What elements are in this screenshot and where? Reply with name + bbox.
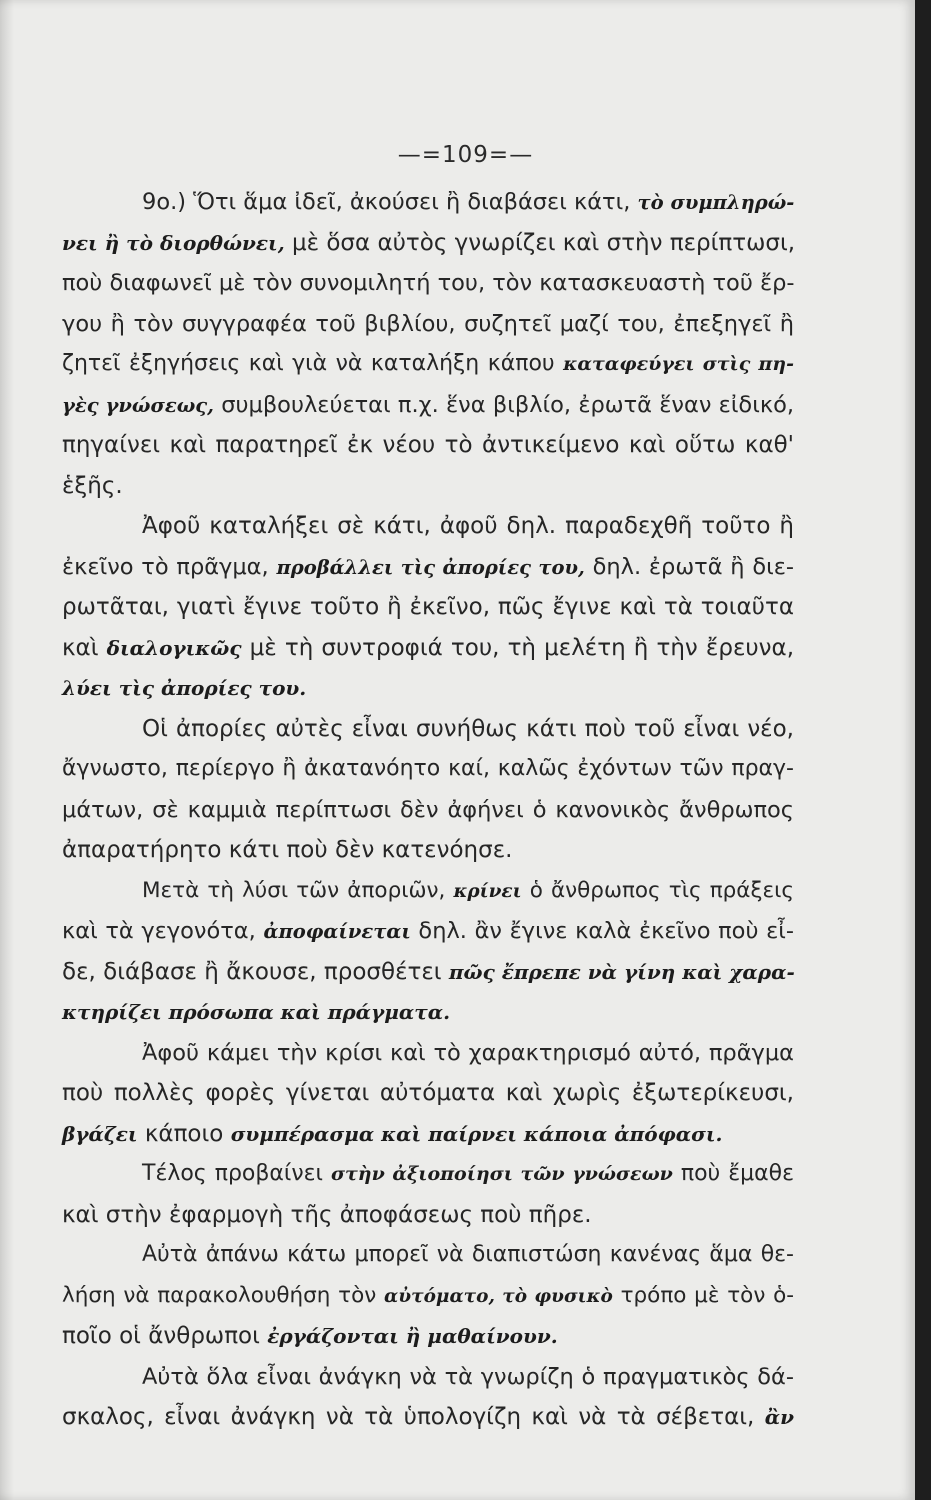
text-line xyxy=(62,911,794,952)
text-segment: ποὺ πολλὲς φορὲς γίνεται αὐτόματα καὶ χωρὶς ἐξωτερίκευσι, xyxy=(62,1080,794,1106)
text-line xyxy=(62,871,794,912)
text-segment: Ἀφοῦ καταλήξει σὲ κάτι, ἀφοῦ δηλ. παραδεχθῆ τοῦτο ἢ xyxy=(142,513,794,539)
text-line xyxy=(62,1033,794,1074)
text-segment: καὶ τὰ γεγονότα, xyxy=(62,918,264,944)
text-segment: ποὺ διαφωνεῖ μὲ τὸν συνομιλητή του, τὸν κατασκευαστὴ τοῦ ἔρ- xyxy=(62,270,795,296)
text-line xyxy=(62,830,794,871)
text-segment: Τέλος προβαίνει xyxy=(142,1161,331,1186)
text-segment: σκαλος, εἶναι ἀνάγκη νὰ τὰ ὑπολογίζη καὶ νὰ τὰ σέβεται, xyxy=(62,1404,765,1430)
text-segment: ζητεῖ ἐξηγήσεις καὶ γιὰ νὰ καταλήξη κάπου xyxy=(62,351,564,376)
emphasized-text: κρίνει xyxy=(453,880,522,902)
text-line xyxy=(62,1276,794,1317)
text-line xyxy=(62,668,794,709)
text-line xyxy=(62,506,794,547)
text-line xyxy=(62,1397,794,1438)
emphasized-text: λύει τὶς ἀπορίες του. xyxy=(62,676,307,700)
text-line xyxy=(62,587,794,628)
text-segment: Μετὰ τὴ λύσι τῶν ἀποριῶν, xyxy=(142,877,454,903)
text-segment: δε, διάβασε ἢ ἄκουσε, προσθέτει xyxy=(62,958,449,985)
text-segment: ἑξῆς. xyxy=(62,472,123,499)
text-line xyxy=(62,385,794,426)
emphasized-text: στὴν ἀξιοποίησι τῶν γνώσεων xyxy=(330,1163,673,1185)
text-line xyxy=(62,1154,794,1195)
text-line xyxy=(62,1357,794,1398)
emphasized-text: ἐργάζονται ἢ μαθαίνουν. xyxy=(267,1324,558,1348)
text-line xyxy=(62,223,794,264)
text-segment: ἐκεῖνο τὸ πρᾶγμα, xyxy=(62,553,277,580)
text-segment: ἀπαρατήρητο κάτι ποὺ δὲν κατενόησε. xyxy=(62,837,513,863)
text-line xyxy=(62,1195,794,1236)
emphasized-text: τὸ συμπληρώ- xyxy=(637,191,795,214)
text-segment: καὶ xyxy=(62,634,107,661)
emphasized-text: πῶς ἔπρεπε νὰ γίνη καὶ χαρα- xyxy=(448,959,795,984)
text-segment: Αὐτὰ ὅλα εἶναι ἀνάγκη νὰ τὰ γνωρίζη ὁ πραγματικὸς δά- xyxy=(142,1363,794,1390)
text-line xyxy=(62,344,794,385)
text-segment: καὶ στὴν ἐφαρμογὴ τῆς ἀποφάσεως ποὺ πῆρε. xyxy=(62,1201,592,1228)
text-segment: κάποιο xyxy=(137,1120,231,1147)
text-line xyxy=(62,1235,794,1276)
emphasized-text: προβάλλει τὶς ἀπορίες του, xyxy=(276,555,585,579)
text-segment: Ἀφοῦ κάμει τὴν κρίσι καὶ τὸ χαρακτηρισμό αὐτό, πρᾶγμα xyxy=(142,1039,794,1066)
text-line xyxy=(62,263,794,304)
text-segment: δηλ. ἂν ἔγινε καλὰ ἐκεῖνο ποὺ εἶ- xyxy=(410,918,795,944)
emphasized-text: γὲς γνώσεως, xyxy=(62,393,214,417)
text-segment: ποὺ ἔμαθε xyxy=(672,1161,794,1186)
emphasized-text: αὐτόματο, τὸ φυσικὸ xyxy=(384,1285,613,1307)
text-line xyxy=(62,425,794,466)
text-line xyxy=(62,466,794,507)
text-segment: Οἱ ἀπορίες αὐτὲς εἶναι συνήθως κάτι ποὺ τοῦ εἶναι νέο, xyxy=(142,715,794,742)
emphasized-text: συμπέρασμα καὶ παίρνει κάποια ἀπόφασι. xyxy=(230,1121,723,1146)
text-line xyxy=(62,790,794,831)
text-segment: ἄγνωστο, περίεργο ἢ ἀκατανόητο καί, καλῶς ἐχόντων τῶν πραγ- xyxy=(62,756,794,781)
text-line xyxy=(62,304,794,345)
text-line xyxy=(62,1073,794,1114)
text-segment: μάτων, σὲ καμμιὰ περίπτωσι δὲν ἀφήνει ὁ κανονικὸς ἄνθρωπος xyxy=(62,796,794,823)
text-line xyxy=(62,1114,794,1155)
text-segment: συμβουλεύεται π.χ. ἕνα βιβλίο, ἐρωτᾶ ἕναν εἰδικό, xyxy=(213,391,794,418)
text-segment: ρωτᾶται, γιατὶ ἔγινε τοῦτο ἢ ἐκεῖνο, πῶς ἔγινε καὶ τὰ τοιαῦτα xyxy=(62,594,794,620)
text-segment: δηλ. ἐρωτᾶ ἢ διε- xyxy=(584,553,795,580)
text-line xyxy=(62,547,794,588)
text-line xyxy=(62,952,794,993)
text-segment: μὲ ὅσα αὐτὸς γνωρίζει καὶ στὴν περίπτωσι, xyxy=(284,229,796,256)
emphasized-text: διαλογικῶς xyxy=(106,635,242,660)
text-line xyxy=(62,749,794,790)
emphasized-text: ἂν xyxy=(764,1405,794,1429)
text-segment: γου ἢ τὸν συγγραφέα τοῦ βιβλίου, συζητεῖ μαζί του, ἐπεξηγεῖ ἢ xyxy=(62,310,794,337)
text-line xyxy=(62,1316,794,1357)
text-segment: λήση νὰ παρακολουθήση τὸν xyxy=(62,1282,385,1308)
emphasized-text: κτηρίζει πρόσωπα καὶ πράγματα. xyxy=(62,1000,451,1024)
text-segment: 9ο.) Ὅτι ἅμα ἰδεῖ, ἀκούσει ἢ διαβάσει κάτι, xyxy=(142,189,638,215)
text-line xyxy=(62,628,794,669)
text-line xyxy=(62,709,794,750)
emphasized-text: βγάζει xyxy=(62,1121,138,1146)
emphasized-text: νει ἢ τὸ διορθώνει, xyxy=(62,230,285,255)
text-segment: ὁ ἄνθρωπος τὶς πράξεις xyxy=(521,877,794,903)
text-line xyxy=(62,182,794,223)
text-segment: τρόπο μὲ τὸν ὁ- xyxy=(612,1282,795,1308)
emphasized-text: καταφεύγει στὶς πη- xyxy=(563,353,794,375)
text-segment: πηγαίνει καὶ παρατηρεῖ ἐκ νέου τὸ ἀντικείμενο καὶ οὕτω καθ' xyxy=(62,432,794,458)
text-line xyxy=(62,992,794,1033)
page-edge-shadow xyxy=(0,0,14,1500)
text-segment: Αὐτὰ ἀπάνω κάτω μπορεῖ νὰ διαπιστώση κανένας ἅμα θε- xyxy=(142,1242,794,1267)
emphasized-text: ἀποφαίνεται xyxy=(263,920,411,943)
page-number: —=109=— xyxy=(397,142,534,168)
text-segment: ποῖο οἱ ἄνθρωποι xyxy=(62,1323,268,1349)
body-text xyxy=(62,182,794,1438)
text-segment: μὲ τὴ συντροφιά του, τὴ μελέτη ἢ τὴν ἔρευνα, xyxy=(241,634,795,661)
